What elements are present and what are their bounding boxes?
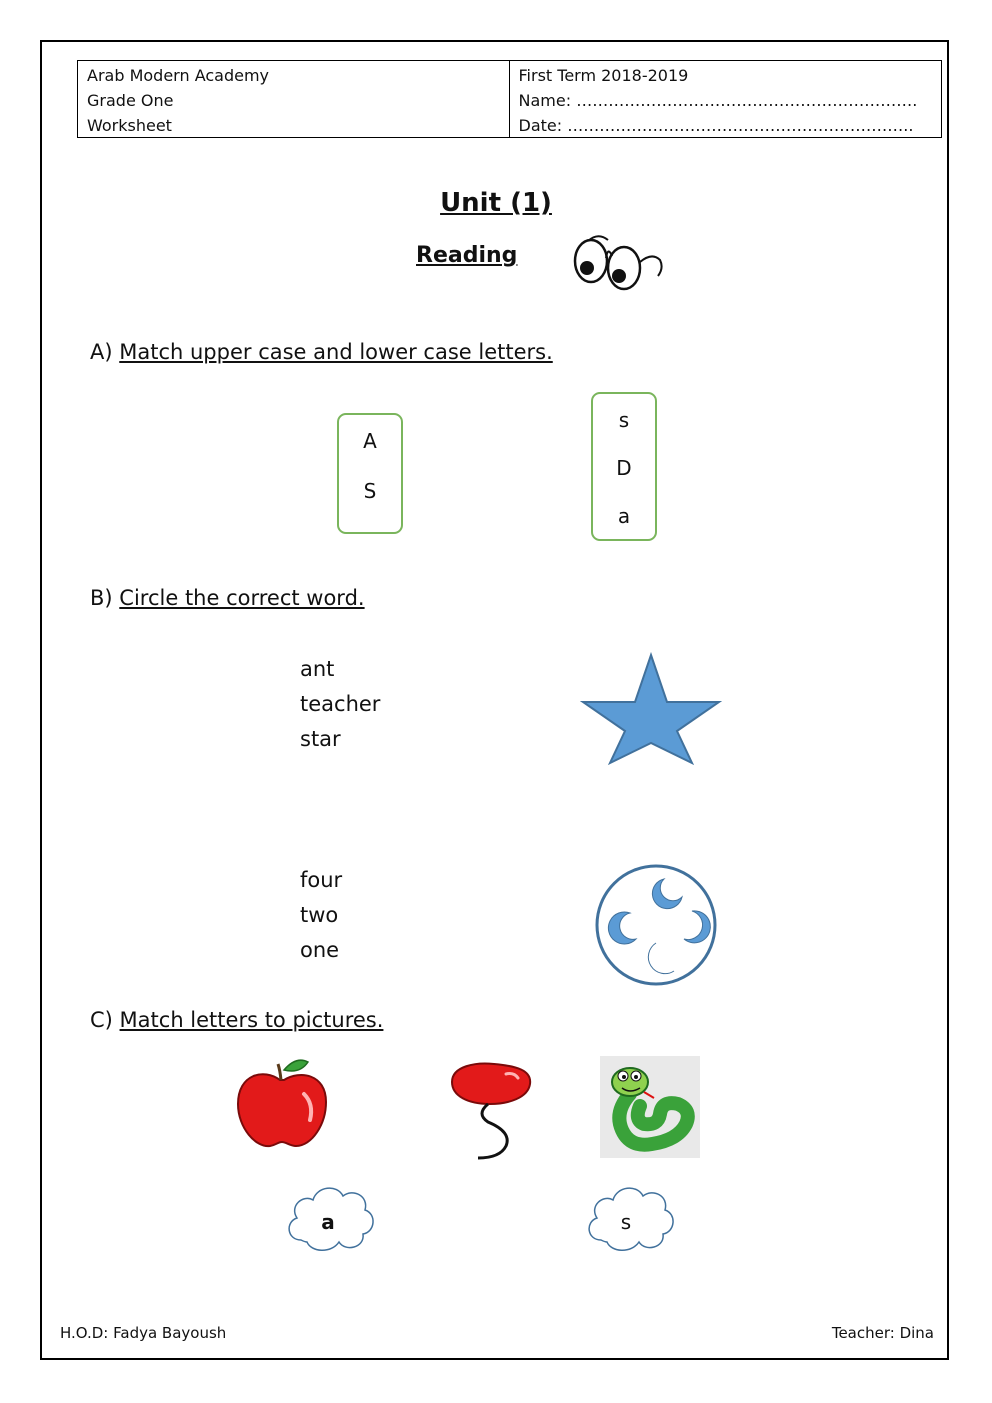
lowercase-letter-box: [591, 392, 657, 541]
header-right: [510, 61, 942, 137]
term-label: First Term 2018-2019: [518, 66, 689, 85]
section-c-prefix: C): [90, 1008, 113, 1032]
doc-type: Worksheet: [87, 116, 172, 135]
footer-teacher: Teacher: Dina: [831, 1324, 934, 1342]
cloud-letter-s[interactable]: s: [620, 1210, 632, 1234]
date-label: Date:: [518, 116, 563, 135]
snake-picture[interactable]: [600, 1056, 700, 1158]
section-b-instruction: Circle the correct word.: [119, 586, 365, 610]
header-left: [78, 61, 510, 137]
name-field[interactable]: [519, 88, 933, 113]
word-option[interactable]: ant: [300, 657, 335, 681]
page-title: Unit (1): [440, 188, 552, 218]
section-a-prefix: A): [90, 340, 113, 364]
cloud-letter-a[interactable]: a: [321, 1210, 335, 1234]
section-a-heading: [90, 340, 553, 364]
section-b-prefix: B): [90, 586, 113, 610]
section-c-heading: [90, 1008, 383, 1032]
name-dots: ……………………………………………………….: [576, 91, 918, 110]
letter-item[interactable]: s: [618, 408, 630, 432]
letter-item[interactable]: S: [363, 479, 377, 503]
date-dots: ………………………………………………………..: [567, 116, 914, 135]
school-name: Arab Modern Academy: [87, 66, 270, 85]
letter-item[interactable]: a: [617, 504, 631, 528]
balloon-picture[interactable]: [446, 1060, 536, 1164]
star-picture: [580, 652, 722, 766]
footer-hod: H.O.D: Fadya Bayoush: [60, 1324, 227, 1342]
apple-picture[interactable]: [234, 1056, 330, 1150]
section-heading-reading: Reading: [416, 243, 518, 268]
word-option[interactable]: four: [300, 868, 343, 892]
name-label: Name:: [518, 91, 572, 110]
word-option[interactable]: teacher: [300, 692, 381, 716]
moons-picture: [594, 863, 718, 987]
glasses-icon: [568, 232, 668, 298]
letter-item[interactable]: A: [363, 429, 377, 453]
word-list-1: [300, 652, 380, 757]
uppercase-letter-box: [337, 413, 403, 534]
word-option[interactable]: star: [300, 727, 341, 751]
letter-item[interactable]: D: [616, 456, 632, 480]
word-option[interactable]: one: [300, 938, 340, 962]
section-a-instruction: Match upper case and lower case letters.: [119, 340, 553, 364]
header-table: [77, 60, 942, 138]
word-list-2: [300, 863, 342, 968]
section-c-instruction: Match letters to pictures.: [119, 1008, 384, 1032]
grade-label: Grade One: [87, 91, 174, 110]
word-option[interactable]: two: [300, 903, 339, 927]
date-field[interactable]: [519, 113, 933, 138]
section-b-heading: [90, 586, 365, 610]
